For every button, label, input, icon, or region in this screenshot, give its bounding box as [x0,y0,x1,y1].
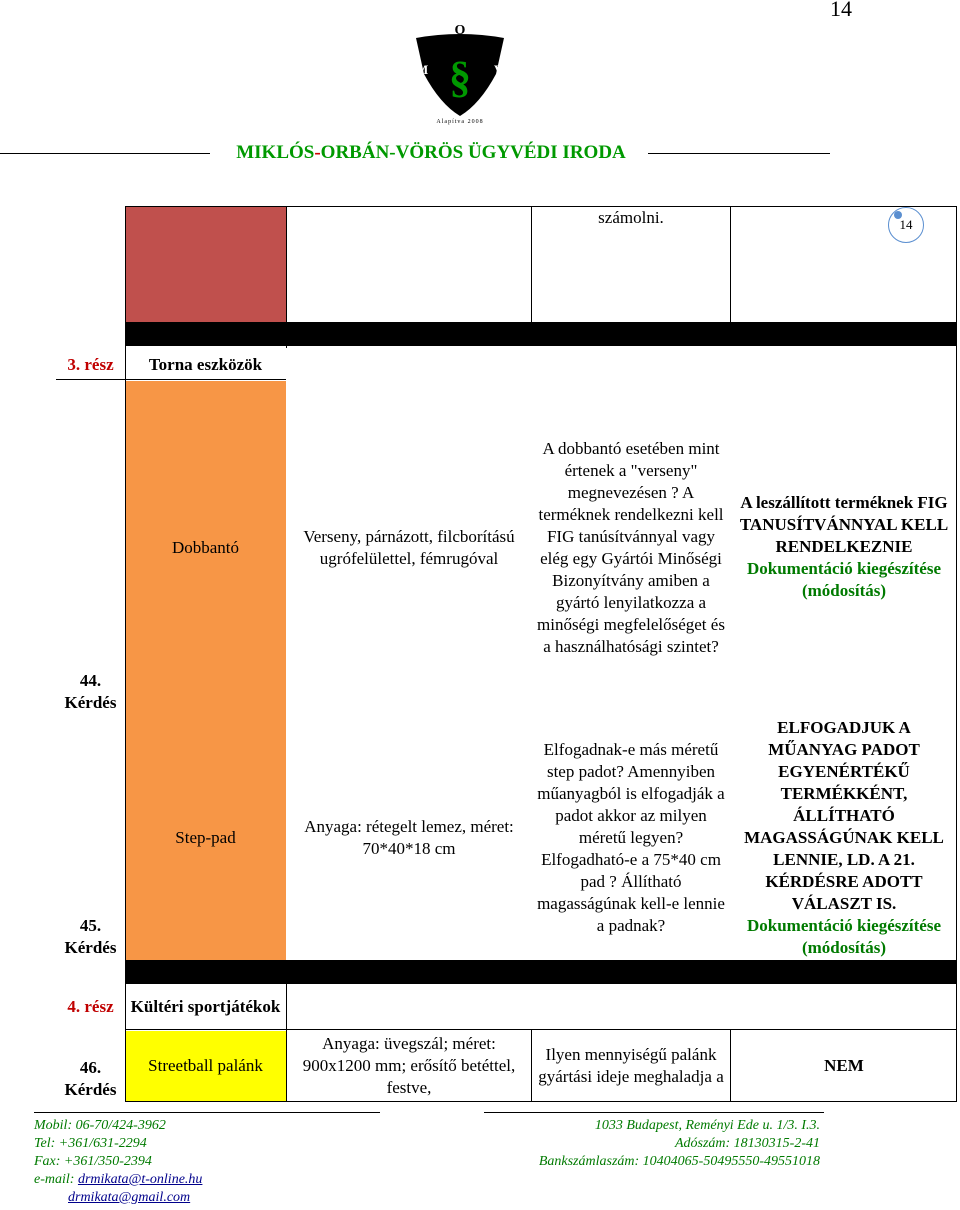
footer-email-label: e-mail: [34,1172,78,1187]
firm-name-sep: - [314,142,321,163]
red-color-cell [125,207,286,322]
grid-line [730,206,731,322]
section-3-label: 3. rész [67,355,114,374]
firm-name-part-2: ORBÁN [320,142,390,163]
footer-fax: Fax: +361/350-2394 [34,1154,152,1169]
grid-line [56,379,286,380]
grid-line [286,206,287,348]
row-separator-bar-2 [125,960,957,984]
logo-founded: Alapítva 2008 [436,119,484,125]
section-4-label: 4. rész [67,997,114,1016]
grid-line [531,1029,532,1102]
grid-line [730,1029,731,1102]
footer-email-link[interactable]: drmikata@t-online.hu [77,1172,203,1187]
q44-product-cell: Dobbantó [125,381,286,715]
grid-line [125,1101,957,1102]
q44-answer-block [734,490,954,604]
footer-rule-right [484,1112,824,1113]
firm-name-part-3: -VÖRÖS ÜGYVÉDI IRODA [389,142,626,163]
grid-line [531,206,532,322]
q44-label: 44. Kérdés [64,671,117,712]
q45-answer-block [734,718,954,958]
logo-letter-v: V [494,62,504,77]
q45-answer: ELFOGADJUK A MŰANYAG PADOT EGYENÉRTÉKŰ TERMÉKKÉNT, ÁLLÍTHATÓ MAGASSÁGÚNAK KELL LENNIE, LD. A 21. KÉRDÉSRE ADOTT VÁLASZT IS. [744,718,944,913]
grid-line [956,206,957,1102]
top-row-question-text: számolni. [598,208,664,227]
row-separator-bar [125,322,957,346]
q44-spec: Verseny, párnázott, filcborítású ugrófelülettel, fémrugóval [303,527,515,568]
footer-email2-link[interactable]: drmikata@gmail.com [68,1190,191,1205]
logo-letter-m: M [416,62,429,77]
footer-address [480,1117,820,1171]
firm-logo [410,16,510,126]
q45-answer-note: Dokumentáció kiegészítése (módosítás) [746,916,942,957]
q46-product-cell: Streetball palánk [125,1031,286,1101]
q46-answer: NEM [824,1056,864,1075]
q45-product-cell: Step-pad [125,715,286,960]
footer-tel: Tel: +361/631-2294 [34,1136,147,1151]
q44-answer-note: Dokumentáció kiegészítése (módosítás) [746,559,942,600]
page-number: 14 [830,0,852,21]
shield-icon [410,16,510,126]
footer-rule-left [34,1112,380,1113]
grid-line [125,206,957,207]
q44-question: A dobbantó esetében mint értenek a "verseny" megnevezésen ? A terméknek rendelkezni kell FIG tanúsítvánnyal vagy elég egy Gyártói Minőségi Bizonyítvány amiben a gyártó lenyilatkozza a minőségi megfelelőséget és a használhatósági szintet? [537,439,725,656]
section-3-title: Torna eszközök [148,355,263,374]
footnote-marker: 14 [888,207,924,243]
q46-label: 46. Kérdés [64,1058,117,1099]
footer-mobile: Mobil: 06-70/424-3962 [34,1118,166,1133]
footer-tax-number: Adószám: 18130315-2-41 [674,1136,820,1151]
q46-question: Ilyen mennyiségű palánk gyártási ideje meghaladja a [538,1045,724,1086]
grid-line [286,1029,957,1030]
grid-line [125,1029,286,1030]
q45-label: 45. Kérdés [64,916,117,957]
footer-address-line: 1033 Budapest, Reményi Ede u. 1/3. I.3. [594,1118,820,1133]
q44-answer: A leszállított terméknek FIG TANUSÍTVÁNNYAL KELL RENDELKEZNIE [739,493,949,556]
q45-spec: Anyaga: rétegelt lemez, méret: 70*40*18 cm [304,816,514,858]
q45-question: Elfogadnak-e más méretű step padot? Amennyiben műanyagból is elfogadják a padot akkor az milyen méretű legyen? Elfogadható-e a 75*40 cm pad ? Állítható magasságúnak kell-e lennie a padnak? [537,739,725,935]
footer-contact [34,1117,202,1207]
logo-letter-o: O [454,23,466,38]
grid-line [286,984,287,1102]
paragraph-symbol: § [449,53,471,102]
header-rule-right [648,153,830,154]
grid-line [125,206,126,1102]
section-4-title: Kültéri sportjátékok [130,997,281,1016]
footer-bank-account: Bankszámlaszám: 10404065-50495550-49551018 [538,1154,820,1169]
q46-spec: Anyaga: üvegszál; méret: 900x1200 mm; erősítő betéttel, festve, [302,1034,516,1097]
firm-name-part-1: MIKLÓS [236,142,315,163]
